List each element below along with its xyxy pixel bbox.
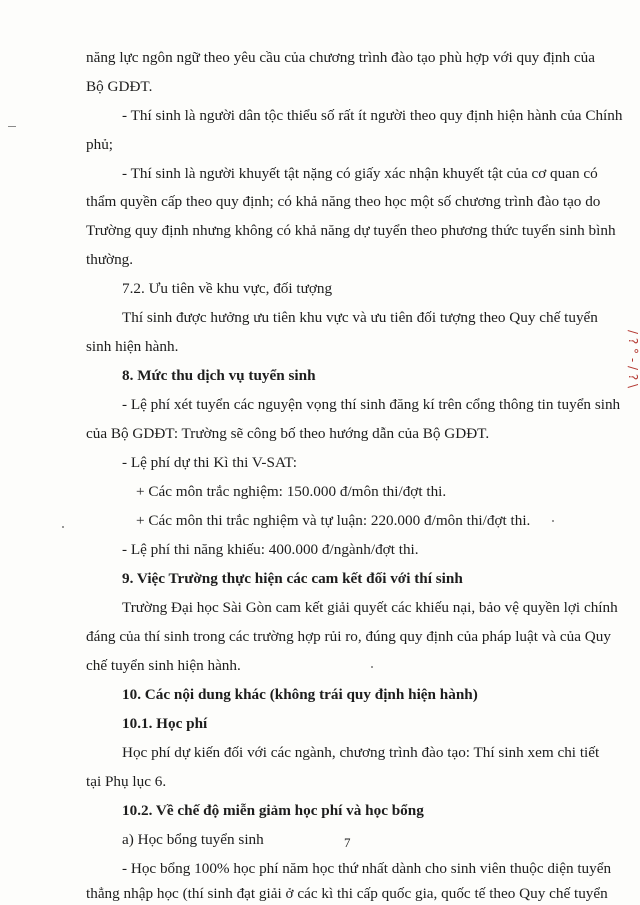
line-16: + Các môn trắc nghiệm: 150.000 đ/môn thi/đợt thi. <box>136 483 447 500</box>
line-2: Bộ GDĐT. <box>86 78 153 95</box>
line-17: + Các môn thi trắc nghiệm và tự luận: 220.000 đ/môn thi/đợt thi. <box>136 512 531 529</box>
line-9: 7.2. Ưu tiên về khu vực, đối tượng <box>122 280 333 297</box>
scan-speck <box>552 520 554 522</box>
page-number: 7 <box>344 835 351 850</box>
line-14: của Bộ GDĐT: Trường sẽ công bố theo hướng dẫn của Bộ GDĐT. <box>86 425 490 442</box>
line-22: chế tuyển sinh hiện hành. <box>86 657 241 674</box>
line-30: thẳng nhập học (thí sinh đạt giải ở các kì thi cấp quốc gia, quốc tế theo Quy chế tuyển <box>86 885 608 902</box>
line-21: đáng của thí sinh trong các trường hợp rủi ro, đúng quy định của pháp luật và của Quy <box>86 628 611 645</box>
line-3: - Thí sinh là người dân tộc thiểu số rất ít người theo quy định hiện hành của Chính <box>122 107 623 124</box>
heading-10: 10. Các nội dung khác (không trái quy định hiện hành) <box>122 686 478 703</box>
scan-speck <box>62 526 64 528</box>
line-28: a) Học bổng tuyển sinh <box>122 831 264 848</box>
heading-10-1: 10.1. Học phí <box>122 715 208 732</box>
line-1: năng lực ngôn ngữ theo yêu cầu của chương trình đào tạo phù hợp với quy định của <box>86 49 595 66</box>
line-26: tại Phụ lục 6. <box>86 773 167 790</box>
scan-speck <box>371 666 373 668</box>
line-29: - Học bổng 100% học phí năm học thứ nhất dành cho sinh viên thuộc diện tuyển <box>122 860 612 877</box>
line-5: - Thí sinh là người khuyết tật nặng có giấy xác nhận khuyết tật của cơ quan có <box>122 165 598 182</box>
line-8: thường. <box>86 251 134 268</box>
line-25: Học phí dự kiến đối với các ngành, chương trình đào tạo: Thí sinh xem chi tiết <box>122 744 600 761</box>
line-4: phủ; <box>86 136 114 153</box>
margin-annotation: / ? ° - / ? \ <box>626 330 640 389</box>
line-11: sinh hiện hành. <box>86 338 179 355</box>
line-10: Thí sinh được hưởng ưu tiên khu vực và ưu tiên đối tượng theo Quy chế tuyển <box>122 309 598 326</box>
line-15: - Lệ phí dự thi Kì thi V-SAT: <box>122 454 297 471</box>
heading-8: 8. Mức thu dịch vụ tuyển sinh <box>122 367 316 384</box>
line-20: Trường Đại học Sài Gòn cam kết giải quyết các khiếu nại, bảo vệ quyền lợi chính <box>122 599 618 616</box>
line-13: - Lệ phí xét tuyển các nguyện vọng thí sinh đăng kí trên cổng thông tin tuyển sinh <box>122 396 621 413</box>
heading-10-2: 10.2. Về chế độ miễn giảm học phí và học bổng <box>122 802 424 819</box>
line-6: thẩm quyền cấp theo quy định; có khả năng theo học một số chương trình đào tạo do <box>86 193 601 210</box>
line-7: Trường quy định nhưng không có khả năng dự tuyển theo phương thức tuyển sinh bình <box>86 222 616 239</box>
heading-9: 9. Việc Trường thực hiện các cam kết đối với thí sinh <box>122 570 463 587</box>
line-18: - Lệ phí thi năng khiếu: 400.000 đ/ngành/đợt thi. <box>122 541 419 558</box>
margin-tick <box>8 126 16 127</box>
